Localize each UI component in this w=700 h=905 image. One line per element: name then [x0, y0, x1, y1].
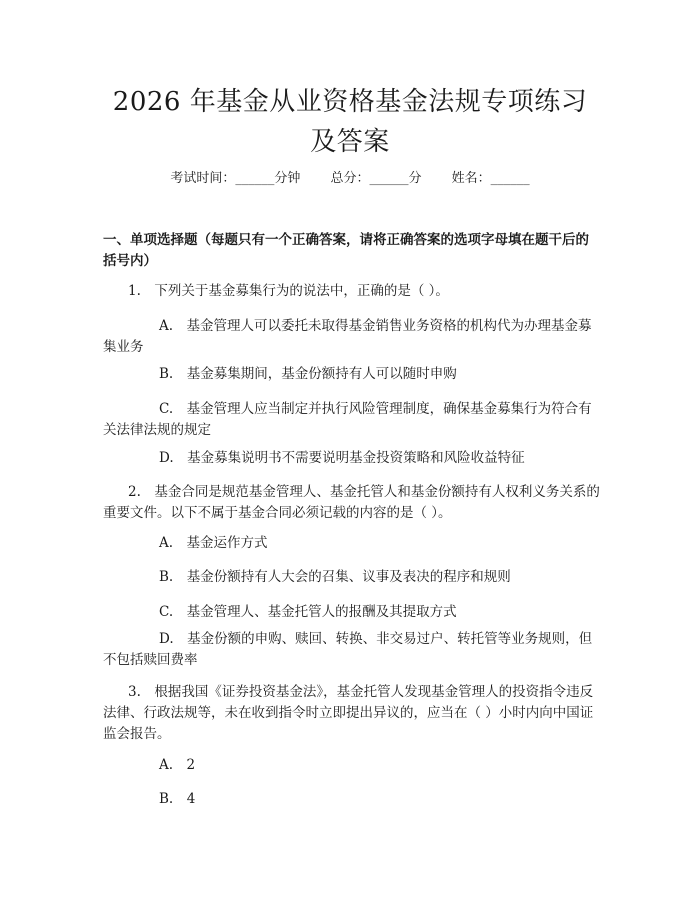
question-2-stem: 2. 基金合同是规范基金管理人、基金托管人和基金份额持有人权利义务关系的重要文件。以下不属于基金合同必须记载的内容的是（ ）。	[103, 484, 600, 521]
exam-time-field: 考试时间：______分钟	[170, 171, 301, 186]
question-2-option-a: A. 基金运作方式	[159, 535, 268, 551]
question-2-option-c: C. 基金管理人、基金托管人的报酬及其提取方式	[159, 604, 457, 620]
document-title: 2026 年基金从业资格基金法规专项练习及答案	[112, 87, 588, 157]
question-3-stem: 3. 根据我国《证券投资基金法》，基金托管人发现基金管理人的投资指令违反法律、行政法规等，未在收到指令时立即提出异议的，应当在（ ）小时内向中国证监会报告。	[103, 684, 594, 742]
question-3-option-b: B. 4	[159, 791, 196, 807]
question-3-option-a: A. 2	[159, 757, 196, 773]
question-1-stem: 1. 下列关于基金募集行为的说法中，正确的是（ ）。	[128, 283, 449, 299]
question-1-option-d: D. 基金募集说明书不需要说明基金投资策略和风险收益特征	[159, 450, 525, 466]
question-1-option-c: C. 基金管理人应当制定并执行风险管理制度，确保基金募集行为符合有关法律法规的规定	[103, 401, 592, 438]
name-field: 姓名：______	[451, 171, 530, 186]
question-1-option-b: B. 基金募集期间，基金份额持有人可以随时申购	[159, 366, 457, 382]
question-2-option-d: D. 基金份额的申购、赎回、转换、非交易过户、转托管等业务规则，但不包括赎回费率	[103, 631, 593, 668]
total-score-field: 总分：______分	[330, 171, 422, 186]
question-2-option-b: B. 基金份额持有人大会的召集、议事及表决的程序和规则	[159, 569, 511, 585]
section-heading: 一、单项选择题（每题只有一个正确答案，请将正确答案的选项字母填在题干后的括号内）	[103, 232, 589, 269]
exam-info-line	[0, 170, 700, 188]
question-1-option-a: A. 基金管理人可以委托未取得基金销售业务资格的机构代为办理基金募集业务	[103, 318, 592, 355]
